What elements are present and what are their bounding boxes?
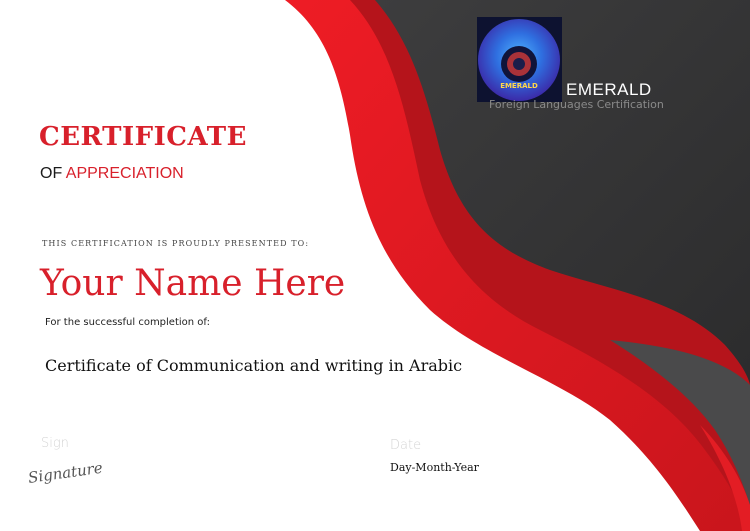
signature-text: Signature [26, 458, 104, 487]
sign-label: Sign [41, 436, 69, 451]
course-title: Certificate of Communication and writing in Arabic [45, 356, 463, 375]
presented-to-label: THIS CERTIFICATION IS PROUDLY PRESENTED TO: [42, 239, 310, 248]
completion-text: For the successful completion of: [45, 317, 210, 328]
svg-text:EMERALD: EMERALD [500, 82, 538, 90]
subtitle-appreciation: APPRECIATION [65, 165, 184, 182]
brand-name: EMERALD [566, 80, 652, 99]
brand-subtitle: Foreign Languages Certification [489, 98, 664, 111]
certificate-subtitle [40, 165, 184, 183]
signature-image [24, 452, 104, 492]
date-label: Date [390, 438, 422, 453]
subtitle-of: OF [40, 165, 63, 182]
certificate-title: CERTIFICATE [39, 122, 247, 152]
date-value: Day-Month-Year [390, 461, 479, 474]
recipient-name: Your Name Here [40, 263, 346, 304]
emerald-logo-icon [477, 17, 562, 102]
brand-logo [477, 17, 562, 102]
